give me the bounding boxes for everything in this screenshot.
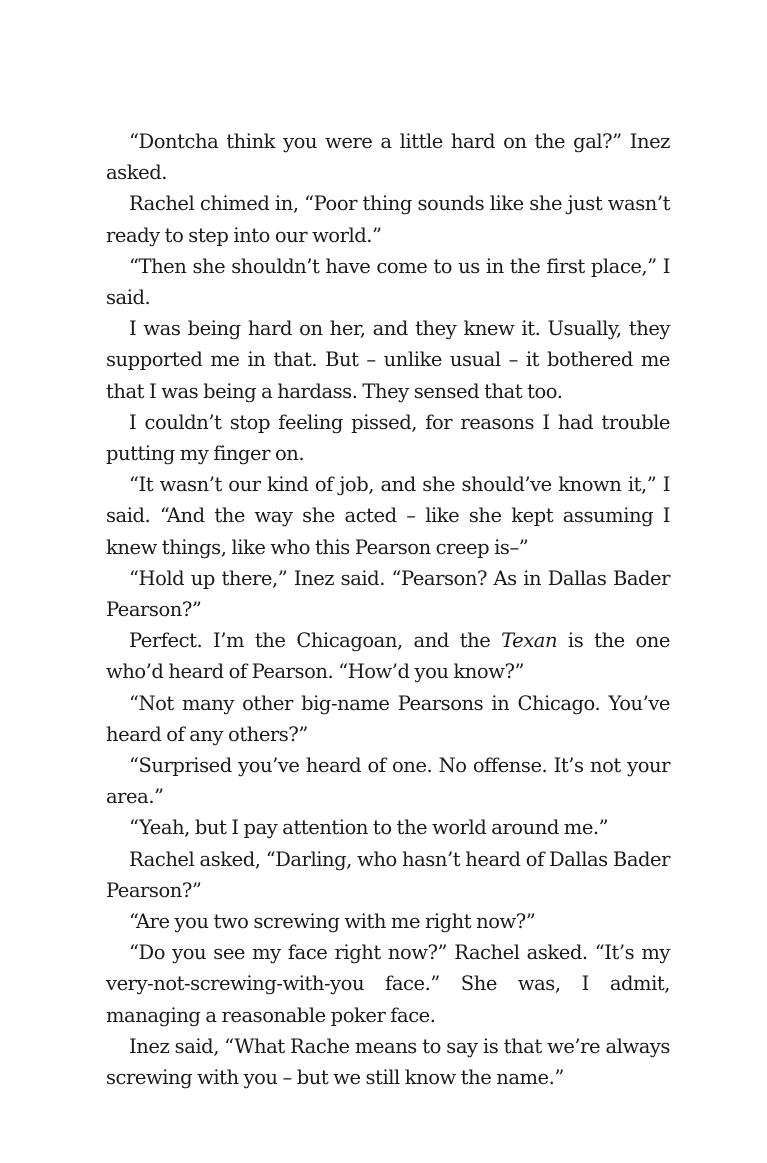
paragraph: Rachel chimed in, “Poor thing sounds like she just wasn’t ready to step into our world.” (106, 192, 670, 247)
paragraph: “Not many other big-name Pearsons in Chicago. You’ve heard of any others?” (106, 691, 670, 746)
book-page-body (106, 126, 670, 1093)
paragraph: Rachel asked, “Darling, who hasn’t heard of Dallas Bader Pearson?” (106, 847, 670, 902)
paragraph: “Hold up there,” Inez said. “Pearson? As in Dallas Bader Pearson?” (106, 566, 670, 622)
paragraph: I was being hard on her, and they knew it. Usually, they supported me in that. But – unlike usual – it bothered me that I was being a hardass. They sensed that too. (106, 317, 670, 403)
paragraph: “Do you see my face right now?” Rachel asked. “It’s my very-not-screwing-with-you face.” She was, I admit, managing a reasonable poker face. (106, 941, 670, 1027)
paragraph: Inez said, “What Rache means to say is that we’re always screwing with you – but we still know the name.” (106, 1034, 670, 1090)
paragraph: “Dontcha think you were a little hard on the gal?” Inez asked. (106, 130, 670, 185)
paragraph: I couldn’t stop feeling pissed, for reasons I had trouble putting my finger on. (106, 410, 670, 466)
paragraph: “It wasn’t our kind of job, and she should’ve known it,” I said. “And the way she acted – like she kept assuming I knew things, like who this Pearson creep is–” (106, 473, 670, 559)
paragraph: “Are you two screwing with me right now?” (129, 910, 536, 934)
paragraph-text-after: is the one who’d heard of Pearson. “How’d you know?” (106, 629, 671, 684)
paragraph-text-before: Perfect. I’m the Chicagoan, and the (129, 629, 502, 653)
paragraph: “Yeah, but I pay attention to the world around me.” (129, 816, 609, 840)
paragraph: “Surprised you’ve heard of one. No offense. It’s not your area.” (106, 754, 670, 809)
emphasized-word: Texan (501, 629, 558, 653)
paragraph (106, 625, 670, 687)
paragraph: “Then she shouldn’t have come to us in the first place,” I said. (106, 254, 670, 310)
